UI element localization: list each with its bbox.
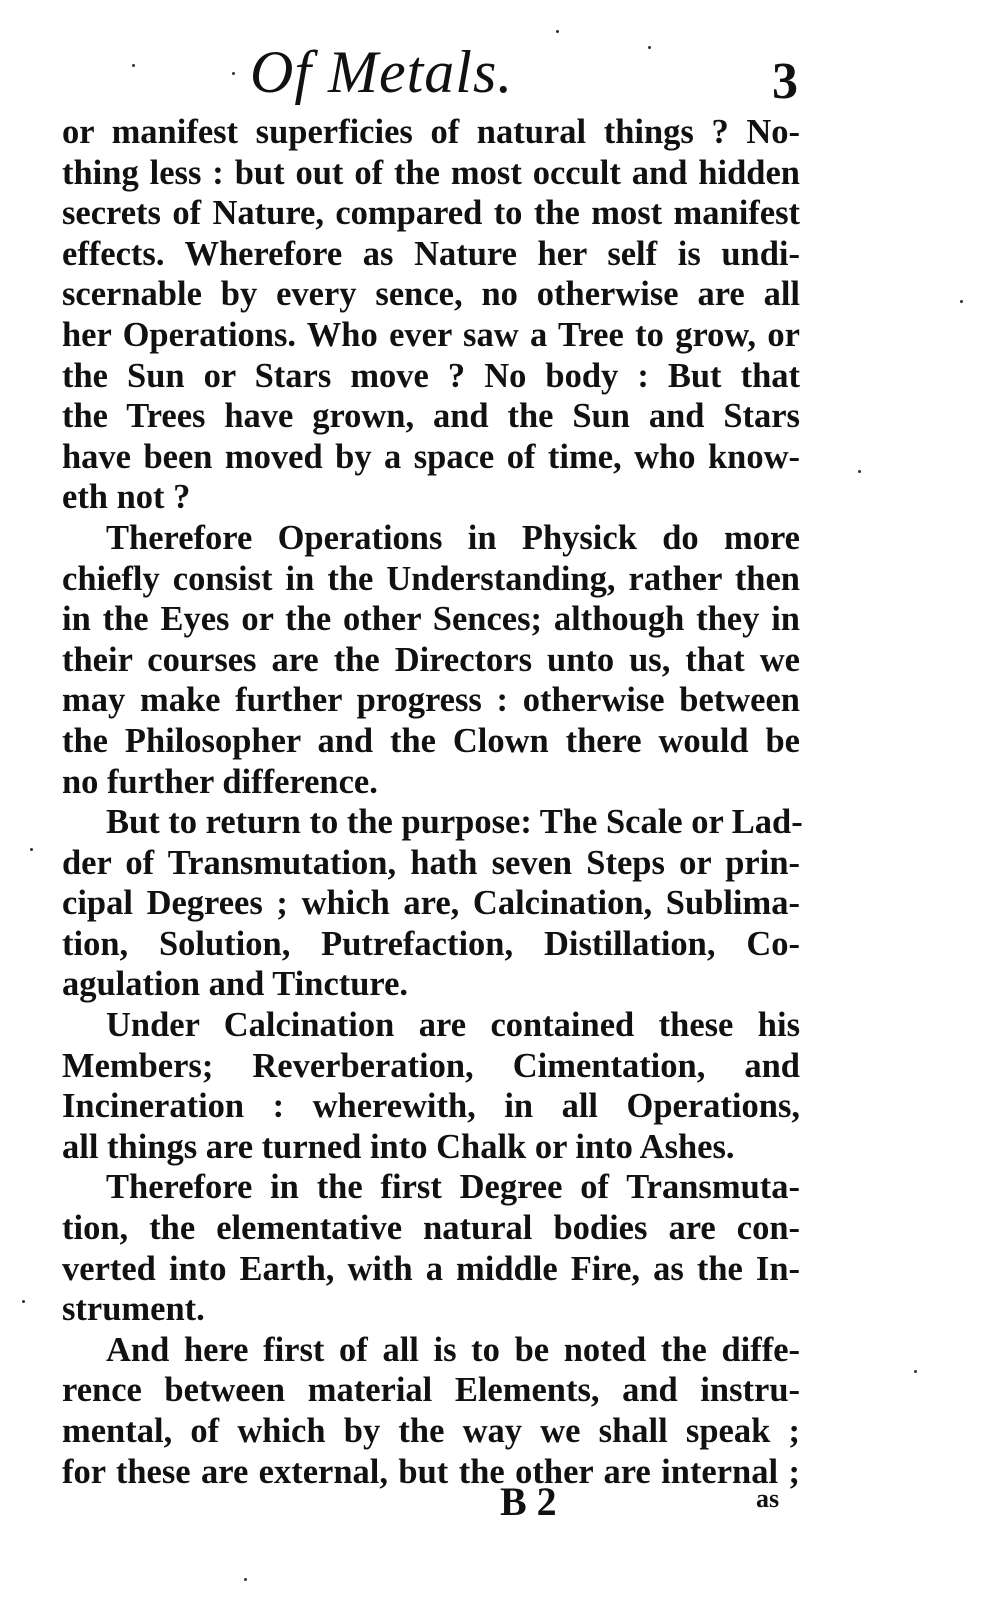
ink-speck bbox=[648, 46, 651, 49]
text-line: tion, Solution, Putrefaction, Distillation, Co- bbox=[62, 924, 800, 963]
text-line: no further difference. bbox=[62, 762, 378, 801]
text-line: or manifest superficies of natural things ? No- bbox=[62, 113, 800, 151]
text-line: her Operations. Who ever saw a Tree to grow, or bbox=[62, 315, 800, 354]
text-line: eth not ? bbox=[62, 478, 191, 517]
text-line: But to return to the purpose: The Scale or Lad- bbox=[106, 803, 803, 842]
paragraph-1 bbox=[62, 112, 800, 518]
page-number: 3 bbox=[772, 53, 798, 110]
text-line: verted into Earth, with a middle Fire, as the In- bbox=[62, 1249, 800, 1288]
text-line: tion, the elementative natural bodies are con- bbox=[62, 1209, 800, 1248]
text-line: Therefore in the first Degree of Transmuta- bbox=[106, 1168, 800, 1207]
ink-speck bbox=[22, 1300, 25, 1303]
body-text bbox=[62, 112, 803, 1492]
text-line: effects. Wherefore as Nature her self is undi- bbox=[62, 234, 800, 273]
text-line: all things are turned into Chalk or into Ashes. bbox=[62, 1127, 735, 1166]
ink-speck bbox=[914, 1370, 917, 1373]
signature-mark: B 2 bbox=[500, 1479, 557, 1524]
text-line: in the Eyes or the other Sences; although they in bbox=[62, 600, 800, 639]
text-line: mental, of which by the way we shall speak ; bbox=[62, 1412, 800, 1450]
ink-speck bbox=[232, 72, 235, 75]
text-line: scernable by every sence, no otherwise are all bbox=[62, 275, 800, 314]
text-line: And here first of all is to be noted the diffe- bbox=[106, 1330, 800, 1369]
paragraph-2 bbox=[62, 518, 800, 802]
running-head bbox=[0, 20, 1000, 120]
paragraph-6 bbox=[62, 1330, 800, 1492]
text-line: have been moved by a space of time, who know- bbox=[62, 437, 800, 476]
paragraph-5 bbox=[62, 1167, 800, 1329]
running-title: Of Metals. bbox=[250, 39, 514, 105]
ink-speck bbox=[132, 64, 135, 67]
text-line: may make further progress : otherwise between bbox=[62, 681, 800, 720]
text-line: rence between material Elements, and instru- bbox=[62, 1371, 800, 1410]
paragraph-3 bbox=[62, 802, 803, 1005]
text-line: Incineration : wherewith, in all Operations, bbox=[62, 1087, 800, 1126]
ink-speck bbox=[244, 1578, 247, 1581]
ink-speck bbox=[30, 848, 33, 851]
text-line: der of Transmutation, hath seven Steps or prin- bbox=[62, 843, 800, 882]
text-line: Therefore Operations in Physick do more bbox=[106, 518, 800, 557]
text-line: the Philosopher and the Clown there would be bbox=[62, 721, 800, 760]
text-line: for these are external, but the other are internal ; bbox=[62, 1452, 800, 1491]
ink-speck bbox=[960, 300, 963, 303]
text-line: Members; Reverberation, Cimentation, and bbox=[62, 1046, 800, 1085]
text-line: cipal Degrees ; which are, Calcination, Sublima- bbox=[62, 884, 800, 923]
text-line: agulation and Tincture. bbox=[62, 965, 409, 1004]
text-line: secrets of Nature, compared to the most manifest bbox=[62, 194, 800, 233]
text-line: their courses are the Directors unto us, that we bbox=[62, 640, 800, 679]
ink-speck bbox=[858, 470, 861, 473]
text-line: thing less : but out of the most occult and hidden bbox=[62, 153, 800, 192]
paragraph-4 bbox=[62, 1005, 800, 1167]
text-line: chiefly consist in the Understanding, rather then bbox=[62, 559, 800, 598]
ink-speck bbox=[556, 30, 559, 33]
catchword: as bbox=[756, 1484, 780, 1513]
text-line: Under Calcination are contained these his bbox=[106, 1006, 800, 1045]
text-line: the Sun or Stars move ? No body : But that bbox=[62, 356, 800, 395]
text-line: the Trees have grown, and the Sun and Stars bbox=[62, 397, 800, 436]
text-line: strument. bbox=[62, 1290, 205, 1329]
